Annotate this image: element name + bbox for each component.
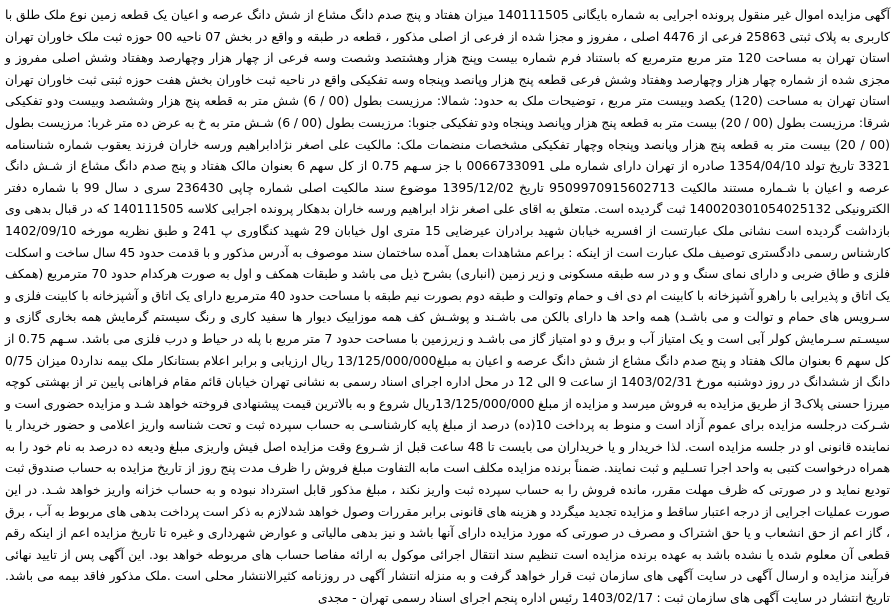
- notice-body-text: آگهی مزایده اموال غیر منقول پرونده اجرایی به شماره بایگانی 140111505 میزان هفتاد و پنج صدم دانگ مشاع از شش دانگ عرصه و اعیان یک قطعه زمین نوع ملک طلق با کاربری به پلاک ثبتی 25863 فرعی از 4476 اصلی ، مفروز و مجزا شده از فرعی از اصلی مذکور ، قطعه در طبقه و واقع در بخش 07 ناحیه 00 حوزه ثبت ملک خاوران تهران استان تهران به مساحت 120 متر مربع مترمربع که باستناد فرم شماره بیست وپنج هزار وهشتصد وشصت وسه فرعی از چهار هزار وچهارصد وهفتاد وشش اصلی مفروز و مجزی شده از شماره چهار هزار وچهارصد وهفتاد وشش فرعی قطعه پنج هزار وپانصد وپنجاه وسه تفکیکی واقع در ناحیه ثبت خاوران بخش هفت حوزه ثبتی ثبت خاوران تهران استان تهران به مساحت (120) یکصد وبیست متر مربع ، توضیحات ملک به حدود: شمالا: مرزیست بطول (00 / 6) شش متر به قطعه پنج هزار وششصد وبیست ودو تفکیکی شرقا: مرزیست بطول (00 / 20) بیست متر به قطعه پنج هزار وپانصد وپنجاه ودو تفکیکی جنوبا: مرزیست بطول (00 / 6) شـش متر به خ به عرض ده متر غربا: مرزیست بطول (00 / 20) بیست متر به قطعه پنج هزار وپانصد وپنجاه وچهار تفکیکی مشخصات منضمات ملک: مالکیت علی اصغر نژادابراهیم ورسه خاران فرزند یعقوب شماره شناسنامه 3321 تاریخ تولد 1354/04/10 صادره از تهران دارای شماره ملی 0066733091 با جز سـهم 0.75 از کل سهم 6 بعنوان مالک هفتاد و پنج صدم دانگ مشاع از شـش دانگ عرصه و اعیان با شـماره مستند مالکیت 9509970915602713 تاریخ 1395/12/02 موضوع سند مالکیت اصلی شماره چاپی 236430 سری د سال 99 با شماره دفتر الکترونیکی 140020301054025132 ثبت گردیده است. متعلق به اقای علی اصغر نژاد ابراهیم ورسه خاران بدهکار پرونده اجرایی کلاسه 140111505 که در قبال بدهی وی بازداشت گردیده است نشانی ملک عبارتست از افسریه خیابان شهید برادران عیرضایی 15 متری اول خیابان 29 شهید کنگاوری پ 241 و طبق نظریه مورخه 1402/09/10 کارشناس رسمی دادگستری توصیف ملک عبارت است از اینکه : براعم مشاهدات بعمل آمده ساختمان سند موصوف به آدرس مذکور و با قدمت حدود 45 سال ساخت و اسکلت فلزی و طاق ضربی و دارای نمای سنگ و و در سه طبقه مسکونی و زیر زمین (انباری) بشرح ذیل می باشد و طبقات همکف و اول به صورت هرکدام حدود 70 مترمربع (همکف یک اتاق و پذیرایی با راهرو آشپزخانه با کابینت ام دی اف و حمام وتوالت و طبقه دوم بصورت نیم طبقه با مساحت حدود 40 مترمربع دارای یک اتاق و آشپزخانه با کابینت فلزی و سـرویس های حمام و توالت و می باشـد) همه واحد ها دارای بالکن می باشـند و پوشـش کف همه موزاییک دیوار ها سفید کاری و رنگ سیستم گرمایش همه بخاری گازی و سیسـتم سـرمایش کولر آبی است و یک امتیاز آب و برق و دو امتیاز گاز می باشـد و زیرزمین با مساحت حدود 7 متر مربع با پله در حیاط و درب فلزی می باشد. سـهم 0.75 از کل سهم 6 بعنوان مالک هفتاد و پنج صدم دانگ مشاع از شش دانگ عرصه و اعیان به مبلغ13/125/000/000 ریال ارزیابی و برابر اعلام بستانکار ملک بیمه ندارد0 میزان 0/75 دانگ از ششدانگ در روز دوشنبه مورخ 1403/02/31 از ساعت 9 الی 12 در محل اداره اجرای اسناد رسمی به نشانی تهران خیابان قائم مقام فراهانی پایین تر از بهشتی کوچه میرزا حسنی پلاک3 از طریق مزایده به فروش میرسد و مزایده از مبلغ 13/125/000/000ریال شروع و به بالاترین قیمت پیشنهادی فروخته خواهد شـد و مزایده حضوری است و شـرکت درجلسه مزایده برای عموم آزاد است و منوط به پرداخت 10(ده) درصد از مبلغ پایه کارشناسـی به حساب سپرده ثبت و تحت شناسه واریز اعلامی و حضور خریدار یا نماینده قانونی او در جلسه مزایده است. لذا خریدار و یا خریداران می بایست تا 48 ساعت قبل از شـروع وقت مزایده اصل فیش واریزی مبلغ ودیعه ده درصد به نام خود را به همراه درخواست کتبی به واحد اجرا تسـلیم و ثبت نمایند. ضمناً برنده مزایده مکلف است مابه التفاوت مبلغ فروش را ظرف مدت پنج روز از تاریخ مزایده به حساب صندوق ثبت تودیع نماید و در صورتی که ظرف مهلت مقرر، مانده فروش را به حساب سپرده ثبت واریز نکند ، مبلغ مذکور قابل استرداد نبوده و به حساب خزانه واریز خواهد شـد. در این صورت عملیات اجرایی از درجه اعتبار ساقط و مزایده تجدید میگردد و هزینه های قانونی برابر مقررات وصول خواهد شدلازم به ذکر است پرداخت بدهی های مربوط به آب ، برق ، گاز اعم از حق انشعاب و یا حق اشتراک و مصرف در صورتی که مورد مزایده دارای آنها باشد و نیز بدهی مالیاتی و عوارض شهرداری و غیره تا تاریخ مزایده اعم از اینکه رقم قطعی آن معلوم شده یا نشده باشد به عهده برنده مزایده است تنظیم سند انتقال اجرائی موکول به ارائه مفاصا حساب های مربوطه خواهد بود. این آگهی پس از تایید نهائی فرآیند مزایده و ارسال آگهی در سایت آگهی های سازمان ثبت قرار خواهد گرفت و به منزله انتشار آگهی در روزنامه کثیرالانتشار محلی است .ملک مذکور فاقد بیمه می باشد. تاریخ انتشار در سایت آگهی های سازمان ثبت : 1403/02/17 رئیس اداره پنجم اجرای اسناد رسمی تهران - مجدی: [5, 7, 891, 606]
